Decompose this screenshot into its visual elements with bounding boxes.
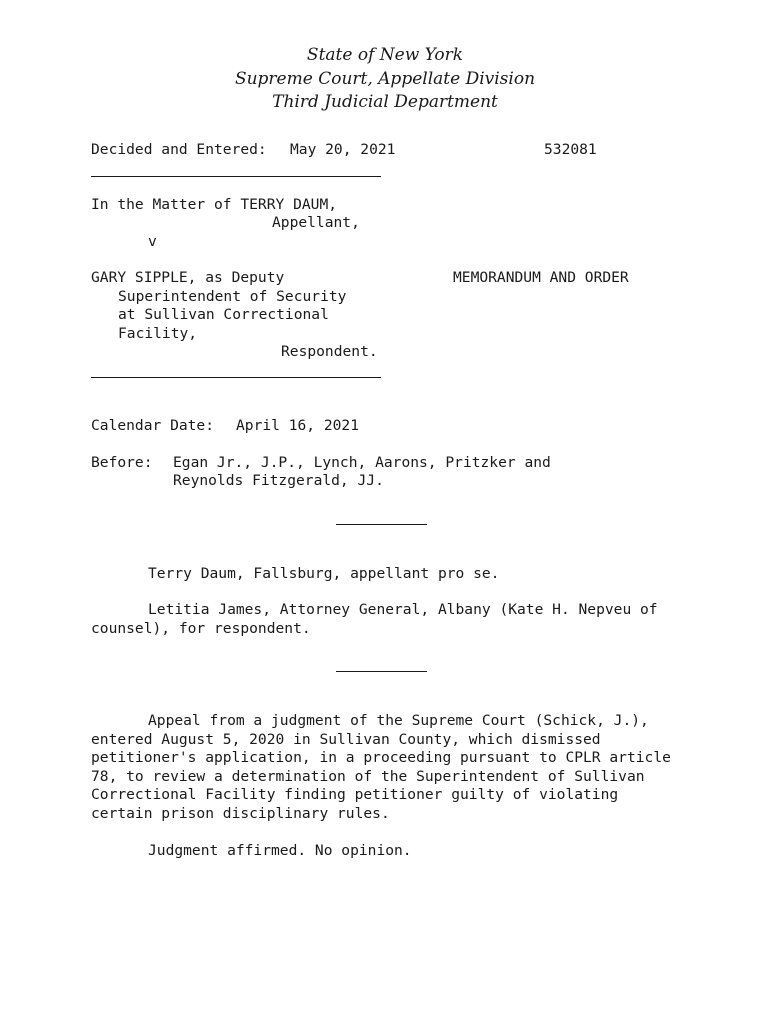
caption-bottom-rule (91, 377, 381, 378)
state-name: State of New York (306, 45, 464, 65)
order-type: MEMORANDUM AND ORDER (453, 269, 629, 286)
respondent-line-4: Facility, (118, 325, 198, 342)
respondent-counsel: Letitia James, Attorney General, Albany (Kate H. Nepveu of counsel), for respondent. (91, 601, 658, 637)
panel-line-1: Egan Jr., J.P., Lynch, Aarons, Pritzker and (173, 454, 551, 471)
calendar-label: Calendar Date: (91, 417, 215, 434)
docket-number: 532081 (544, 141, 597, 158)
respondent-line-1: GARY SIPPLE, as Deputy (91, 269, 285, 286)
appeal-paragraph: Appeal from a judgment of the Supreme Court (Schick, J.), entered August 5, 2020 in Sullivan County, which dismissed petitioner's application, in a proceeding pursuant to CPLR article 78, to review a determination of the Superintendent of Sullivan Correctional Facility finding petitioner guilty of violating certain prison disciplinary rules. (91, 712, 671, 822)
department-name: Third Judicial Department (272, 92, 498, 112)
disposition: Judgment affirmed. No opinion. (148, 842, 412, 859)
panel-line-2: Reynolds Fitzgerald, JJ. (173, 472, 384, 489)
court-header (0, 44, 770, 115)
court-name: Supreme Court, Appellate Division (234, 68, 536, 89)
caption-top-rule (91, 176, 381, 177)
panel-label: Before: (91, 454, 153, 471)
separator-1 (336, 524, 427, 525)
separator-2 (336, 671, 427, 672)
decided-label: Decided and Entered: (91, 141, 267, 158)
decided-date: May 20, 2021 (290, 141, 396, 158)
matter-line: In the Matter of TERRY DAUM, (91, 196, 338, 213)
respondent-line-3: at Sullivan Correctional (118, 306, 329, 323)
appellant-counsel: Terry Daum, Fallsburg, appellant pro se. (148, 565, 500, 582)
versus: v (148, 233, 157, 250)
respondent-role: Respondent. (281, 343, 378, 360)
calendar-date: April 16, 2021 (236, 417, 360, 434)
respondent-line-2: Superintendent of Security (118, 288, 347, 305)
appellant-role: Appellant, (272, 214, 360, 231)
